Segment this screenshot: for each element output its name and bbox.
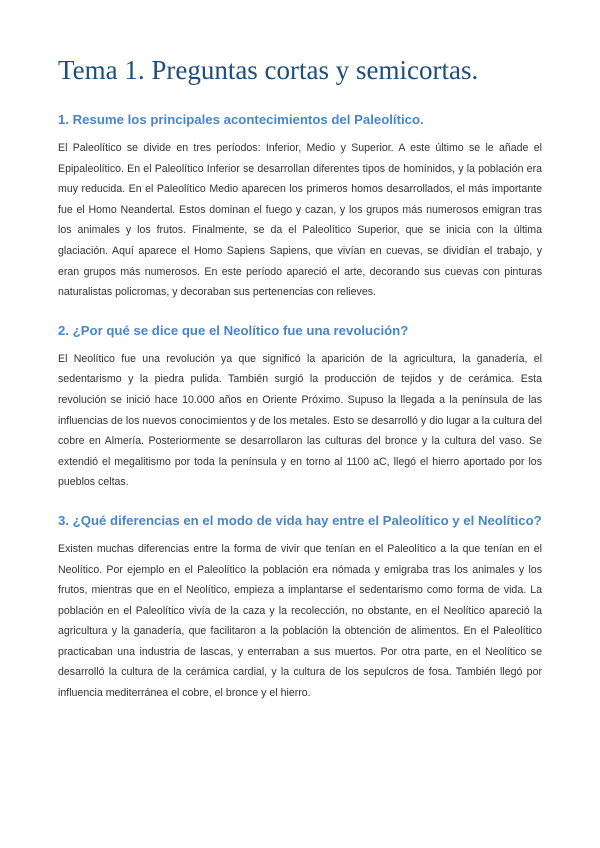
question-heading: 2. ¿Por qué se dice que el Neolítico fue una revolución? [58, 322, 409, 338]
section-1 [58, 110, 542, 303]
question-heading: 1. Resume los principales acontecimientos del Paleolítico. [58, 112, 424, 127]
question-heading: 3. ¿Qué diferencias en el modo de vida hay entre el Paleolítico y el Neolítico? [58, 512, 542, 528]
section-3 [58, 511, 542, 704]
page-title: Tema 1. Preguntas cortas y semicortas. [58, 55, 479, 85]
answer-paragraph: Existen muchas diferencias entre la forma de vivir que tenían en el Paleolítico a la que tenían en el Neolítico. Por ejemplo en el Paleolítico la población era nómada y emigraba tras los animales y los frutos, mientras que en el Neolítico, empieza a implantarse el sedentarismo como forma de vida. La población en el Paleolítico vivía de la caza y la recolección, no obstante, en el Neolítico apareció la agricultura y la ganadería, que facilitaron a la población la obtención de alimentos. En el Paleolítico practicaban una industria de lascas, y enterraban a sus muertos. Por otra parte, en el Neolítico se desarrolló la cultura de la cerámica cardial, y la cultura de los sepulcros de fosa. También llegó por influencia mediterránea el cobre, el bronce y el hierro. [58, 542, 542, 700]
section-2 [58, 321, 542, 493]
answer-paragraph: El Neolítico fue una revolución ya que significó la aparición de la agricultura, la ganadería, el sedentarismo y la piedra pulida. También surgió la producción de tejidos y de cerámica. Esta revolución se inició hace 10.000 años en Oriente Próximo. Supuso la llegada a la península de las influencias de los nuevos conocimientos y de los metales. Esto se desarrolló y dio lugar a la cultura del cobre en Almería. Posteriormente se desarrollaron las culturas del bronce y la cultura del vaso. Se extendió el megalitismo por toda la península y en torno al 1100 aC, llegó el hierro aportado por los pueblos celtas. [58, 352, 542, 489]
answer-paragraph: El Paleolítico se divide en tres períodos: Inferior, Medio y Superior. A este último se le añade el Epipaleolítico. En el Paleolítico Inferior se desarrollan diferentes tipos de homínidos, y la población era muy reducida. En el Paleolítico Medio aparecen los primeros homos desarrollados, el más importante fue el Homo Neandertal. Estos dominan el fuego y cazan, y los grupos más numerosos emigran tras los animales y los frutos. Finalmente, se da el Paleolítico Superior, que se inicia con la última glaciación. Aquí aparece el Homo Sapiens Sapiens, que vivían en cuevas, se dividían el trabajo, y eran grupos más numerosos. En este período apareció el arte, decorando sus cuevas con pinturas naturalistas policromas, y decoraban sus pertenencias con relieves. [58, 142, 542, 299]
